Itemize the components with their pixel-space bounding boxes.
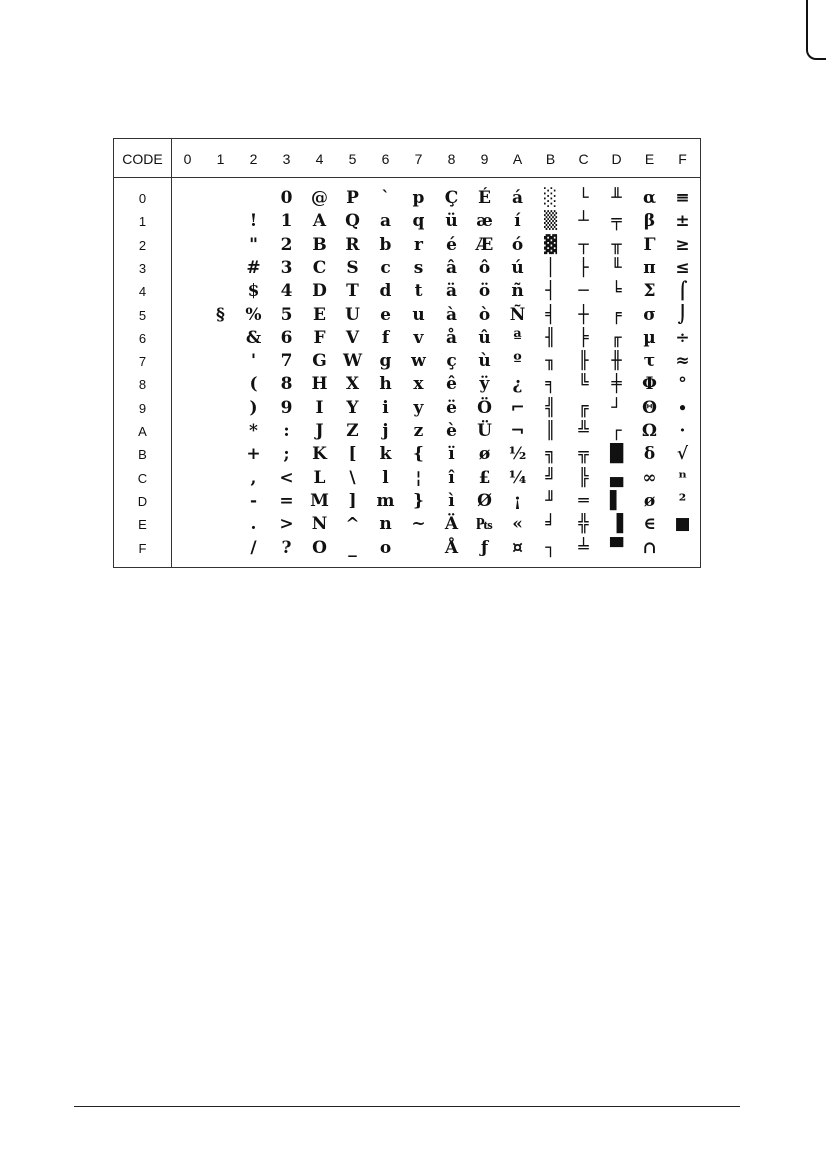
char-cell-7d: }: [413, 490, 424, 511]
char-cell-5e: ^: [345, 514, 360, 535]
char-cell-46: F: [313, 327, 326, 348]
char-cell-32: 2: [280, 234, 293, 255]
row-header-9: 9: [138, 400, 147, 416]
char-cell-66: f: [381, 327, 390, 348]
char-cell-95: ò: [478, 304, 491, 325]
char-cell-81: ü: [445, 211, 458, 232]
char-cell-35: 5: [280, 304, 293, 325]
char-cell-86: å: [445, 327, 457, 348]
column-header-d: D: [611, 151, 622, 167]
char-cell-c8: ╚: [578, 374, 589, 395]
char-cell-af: ¤: [512, 537, 523, 558]
char-cell-d9: ┘: [611, 397, 622, 418]
char-cell-89: ë: [446, 397, 457, 418]
char-cell-8d: ì: [448, 490, 455, 511]
char-cell-2a: *: [249, 421, 258, 441]
column-header-c: C: [578, 151, 589, 167]
char-cell-f1: ±: [675, 211, 690, 232]
char-cell-28: (: [249, 374, 258, 395]
char-cell-a1: í: [514, 211, 521, 232]
char-cell-f8: °: [678, 374, 687, 395]
char-cell-ae: «: [512, 514, 523, 535]
char-cell-d7: ╫: [611, 351, 622, 372]
char-cell-d0: ╨: [611, 188, 622, 208]
char-cell-fb: √: [676, 444, 689, 465]
char-cell-39: 9: [280, 397, 293, 418]
char-cell-b7: ╖: [545, 351, 556, 372]
char-cell-34: 4: [280, 281, 293, 302]
row-header-1: 1: [138, 214, 147, 230]
char-cell-ac: ¼: [508, 467, 527, 488]
char-cell-cc: ╠: [578, 467, 589, 488]
footer-rule: [74, 1106, 740, 1107]
char-cell-83: â: [445, 257, 457, 278]
char-cell-56: V: [345, 327, 360, 348]
char-cell-a9: ⌐: [510, 397, 525, 418]
char-cell-db: █: [609, 444, 624, 465]
char-cell-2c: ,: [250, 467, 257, 488]
page-corner-tab: [806, 0, 826, 60]
char-cell-c4: ─: [578, 281, 589, 302]
char-cell-4e: N: [311, 514, 328, 535]
column-header-5: 5: [348, 151, 357, 167]
char-cell-80: Ç: [444, 188, 459, 208]
char-cell-58: X: [345, 374, 360, 395]
char-cell-cf: ╧: [578, 537, 589, 558]
char-cell-f3: ≤: [675, 257, 690, 278]
row-header-5: 5: [138, 307, 147, 323]
char-cell-65: e: [380, 304, 391, 325]
char-cell-e3: π: [643, 257, 656, 278]
char-cell-44: D: [312, 281, 327, 302]
row-header-e: E: [138, 517, 147, 533]
char-cell-be: ╛: [545, 514, 556, 535]
char-cell-31: 1: [280, 211, 293, 232]
char-cell-f5: ⌡: [677, 304, 688, 325]
char-cell-9b: ø: [478, 444, 491, 465]
row-header-3: 3: [138, 260, 147, 276]
char-cell-ab: ½: [508, 444, 527, 465]
char-cell-59: Y: [346, 397, 359, 418]
char-cell-f2: ≥: [675, 234, 690, 255]
char-cell-e9: Θ: [642, 397, 657, 418]
char-cell-ef: ∩: [642, 537, 657, 558]
char-cell-5f: _: [348, 537, 357, 558]
char-cell-f4: ⌠: [677, 281, 688, 302]
char-cell-38: 8: [280, 374, 293, 395]
char-cell-68: h: [379, 374, 392, 395]
char-cell-60: `: [381, 188, 390, 208]
char-cell-6a: j: [382, 421, 389, 441]
char-cell-ec: ∞: [642, 467, 657, 488]
char-cell-73: s: [413, 257, 424, 278]
char-cell-9d: Ø: [477, 490, 492, 511]
char-cell-79: y: [413, 397, 424, 418]
char-cell-ea: Ω: [641, 421, 658, 441]
char-cell-a2: ó: [511, 234, 524, 255]
column-header-8: 8: [447, 151, 456, 167]
char-cell-71: q: [412, 211, 425, 232]
char-cell-23: #: [246, 257, 261, 278]
char-cell-df: ▀: [609, 537, 624, 558]
char-cell-bb: ╗: [545, 444, 556, 465]
char-cell-3a: :: [283, 421, 290, 441]
char-cell-9f: ƒ: [480, 537, 489, 558]
char-cell-30: 0: [280, 188, 293, 208]
char-cell-4f: O: [312, 537, 327, 558]
char-cell-70: p: [412, 188, 425, 208]
char-cell-9c: £: [478, 467, 491, 488]
char-cell-c2: ┬: [578, 234, 589, 255]
char-cell-88: ê: [446, 374, 457, 395]
char-cell-40: @: [311, 188, 328, 208]
char-cell-6c: l: [382, 467, 389, 488]
char-cell-ba: ║: [545, 421, 556, 441]
char-cell-29: ): [249, 397, 258, 418]
char-cell-e7: τ: [643, 351, 656, 372]
char-cell-5d: ]: [348, 490, 357, 511]
char-cell-d3: ╙: [611, 257, 622, 278]
char-cell-61: a: [379, 211, 391, 232]
char-cell-7b: {: [413, 444, 424, 465]
column-header-3: 3: [282, 151, 291, 167]
char-cell-eb: δ: [643, 444, 656, 465]
char-cell-aa: ¬: [510, 421, 525, 441]
char-cell-fa: ·: [679, 421, 686, 441]
char-cell-64: d: [379, 281, 392, 302]
row-header-0: 0: [138, 191, 147, 206]
char-cell-c3: ├: [578, 257, 589, 278]
char-cell-98: ÿ: [479, 374, 490, 395]
char-cell-21: !: [249, 211, 258, 232]
char-cell-cd: ═: [578, 490, 589, 511]
char-cell-25: %: [245, 304, 262, 325]
row-header-8: 8: [138, 377, 147, 393]
char-cell-96: û: [478, 327, 491, 348]
column-header-6: 6: [381, 151, 390, 167]
char-cell-a7: º: [513, 351, 522, 372]
row-header-f: F: [138, 540, 147, 556]
char-cell-33: 3: [280, 257, 293, 278]
char-cell-74: t: [414, 281, 423, 302]
char-cell-78: x: [413, 374, 424, 395]
char-cell-87: ç: [446, 351, 457, 372]
char-cell-3b: ;: [283, 444, 290, 465]
char-cell-45: E: [313, 304, 326, 325]
char-cell-de: ▐: [609, 514, 624, 535]
char-cell-5c: \: [349, 467, 356, 488]
char-cell-ca: ╩: [578, 421, 589, 441]
char-cell-a5: Ñ: [509, 304, 526, 325]
column-header-e: E: [644, 151, 655, 167]
char-cell-a3: ú: [511, 257, 524, 278]
char-cell-8a: è: [446, 421, 457, 441]
char-cell-51: Q: [345, 211, 360, 232]
char-cell-b3: │: [545, 257, 556, 278]
char-cell-c0: └: [578, 188, 589, 208]
column-header-4: 4: [315, 151, 324, 167]
char-cell-69: i: [382, 397, 389, 418]
char-cell-6e: n: [379, 514, 392, 535]
char-cell-53: S: [346, 257, 359, 278]
char-cell-8f: Å: [444, 537, 459, 558]
char-cell-bf: ┐: [545, 537, 556, 558]
char-cell-c7: ╟: [578, 351, 589, 372]
char-cell-ce: ╬: [578, 514, 589, 535]
char-cell-4b: K: [312, 444, 327, 465]
char-cell-22: ": [249, 234, 258, 255]
row-header-d: D: [137, 493, 148, 509]
char-cell-e1: β: [643, 211, 656, 232]
column-header-b: B: [545, 151, 556, 167]
char-cell-c5: ┼: [578, 304, 589, 325]
char-cell-4a: J: [315, 421, 324, 441]
char-cell-e6: µ: [643, 327, 656, 348]
column-header-2: 2: [249, 151, 258, 167]
char-cell-6b: k: [379, 444, 392, 465]
char-cell-a4: ñ: [511, 281, 524, 302]
char-cell-3c: <: [279, 467, 294, 488]
char-cell-37: 7: [280, 351, 293, 372]
table-vertical-divider: [171, 139, 172, 567]
char-cell-d8: ╪: [611, 374, 622, 395]
char-cell-94: ö: [478, 281, 491, 302]
row-header-2: 2: [138, 237, 147, 253]
char-cell-da: ┌: [611, 421, 622, 441]
char-cell-67: g: [379, 351, 392, 372]
char-cell-8e: Ä: [444, 514, 459, 535]
char-cell-9e: ₧: [476, 514, 493, 535]
row-header-b: B: [138, 447, 147, 463]
char-cell-77: w: [411, 351, 426, 372]
char-cell-92: Æ: [475, 234, 494, 255]
char-cell-c6: ╞: [578, 327, 589, 348]
char-cell-a0: á: [511, 188, 523, 208]
char-cell-a6: ª: [513, 327, 522, 348]
char-cell-50: P: [346, 188, 359, 208]
char-cell-d2: ╥: [611, 234, 622, 255]
char-cell-26: &: [245, 327, 262, 348]
char-cell-fe: ■: [674, 514, 691, 535]
char-cell-42: B: [312, 234, 327, 255]
char-cell-4c: L: [313, 467, 326, 488]
char-cell-fc: ⁿ: [678, 467, 687, 488]
char-cell-e0: α: [642, 188, 657, 208]
char-cell-62: b: [379, 234, 392, 255]
char-cell-d1: ╤: [611, 211, 622, 232]
column-header-0: 0: [183, 151, 192, 167]
char-cell-2e: .: [250, 514, 257, 535]
char-cell-9a: Ü: [477, 421, 492, 441]
char-cell-b4: ┤: [545, 281, 556, 302]
char-cell-72: r: [414, 234, 423, 255]
char-cell-49: I: [315, 397, 324, 418]
char-cell-e5: σ: [643, 304, 656, 325]
code-header-label: CODE: [122, 151, 163, 167]
char-cell-d5: ╒: [611, 304, 622, 325]
char-cell-e2: Γ: [643, 234, 656, 255]
char-cell-e4: Σ: [643, 281, 656, 302]
char-cell-52: R: [345, 234, 360, 255]
character-code-table: [113, 138, 701, 568]
char-cell-dd: ▌: [609, 490, 624, 511]
char-cell-f0: ≡: [675, 188, 690, 208]
char-cell-75: u: [412, 304, 425, 325]
char-cell-e8: Φ: [642, 374, 657, 395]
char-cell-90: É: [478, 188, 491, 208]
column-header-7: 7: [414, 151, 423, 167]
char-cell-ee: ∈: [643, 514, 656, 535]
table-header-row: [114, 139, 700, 178]
char-cell-b0: ░: [543, 188, 558, 208]
row-header-c: C: [137, 470, 148, 486]
char-cell-2b: +: [246, 444, 261, 465]
char-cell-84: ä: [445, 281, 457, 302]
char-cell-fd: ²: [678, 490, 687, 511]
char-cell-ad: ¡: [513, 490, 522, 511]
char-cell-24: $: [247, 281, 260, 302]
char-cell-27: ': [250, 351, 257, 372]
char-cell-55: U: [345, 304, 360, 325]
char-cell-b9: ╣: [545, 397, 556, 418]
char-cell-d4: ╘: [611, 281, 622, 302]
char-cell-cb: ╦: [578, 444, 589, 465]
char-cell-97: ù: [478, 351, 491, 372]
char-cell-ed: ø: [643, 490, 656, 511]
char-cell-8c: î: [448, 467, 455, 488]
char-cell-bc: ╝: [545, 467, 556, 488]
char-cell-6f: o: [379, 537, 392, 558]
char-cell-7a: z: [413, 421, 424, 441]
row-header-6: 6: [138, 330, 147, 346]
char-cell-47: G: [312, 351, 327, 372]
char-cell-3f: ?: [281, 537, 292, 558]
char-cell-2d: -: [249, 490, 258, 511]
row-header-a: A: [138, 424, 147, 439]
char-cell-b1: ▒: [543, 211, 558, 232]
column-header-1: 1: [216, 151, 225, 167]
column-header-9: 9: [480, 151, 489, 167]
char-cell-7c: ¦: [415, 467, 422, 488]
char-cell-41: A: [312, 211, 327, 232]
char-cell-b2: ▓: [543, 234, 558, 255]
char-cell-c1: ┴: [578, 211, 589, 232]
char-cell-f7: ≈: [675, 351, 690, 372]
char-cell-f6: ÷: [675, 327, 690, 348]
char-cell-48: H: [311, 374, 328, 395]
char-cell-43: C: [312, 257, 327, 278]
char-cell-57: W: [342, 351, 363, 372]
char-cell-b8: ╕: [545, 374, 556, 395]
char-cell-5b: [: [348, 444, 357, 465]
char-cell-dc: ▄: [609, 467, 624, 488]
char-cell-a8: ¿: [512, 374, 523, 395]
char-cell-5a: Z: [346, 421, 359, 441]
char-cell-82: é: [446, 234, 457, 255]
char-cell-3e: >: [279, 514, 294, 535]
char-cell-8b: ï: [448, 444, 455, 465]
char-cell-b5: ╡: [545, 304, 556, 325]
char-cell-63: c: [380, 257, 391, 278]
char-cell-36: 6: [280, 327, 293, 348]
char-cell-91: æ: [476, 211, 493, 232]
char-cell-b6: ╢: [545, 327, 556, 348]
char-cell-99: Ö: [477, 397, 492, 418]
char-cell-bd: ╜: [545, 490, 556, 511]
row-header-7: 7: [138, 354, 147, 370]
char-cell-2f: /: [250, 537, 257, 558]
char-cell-7e: ~: [411, 514, 426, 535]
char-cell-76: v: [413, 327, 424, 348]
char-cell-d6: ╓: [611, 327, 622, 348]
column-header-a: A: [512, 151, 523, 167]
char-cell-93: ô: [478, 257, 491, 278]
char-cell-3d: =: [279, 490, 294, 511]
char-cell-c9: ╔: [578, 397, 589, 418]
char-cell-85: à: [445, 304, 457, 325]
char-cell-f9: ∙: [678, 397, 687, 418]
char-cell-6d: m: [376, 490, 395, 511]
char-cell-54: T: [346, 281, 359, 302]
row-header-4: 4: [138, 284, 147, 300]
char-cell-4d: M: [310, 490, 329, 511]
column-header-f: F: [678, 151, 687, 167]
char-cell-15: §: [216, 304, 225, 325]
